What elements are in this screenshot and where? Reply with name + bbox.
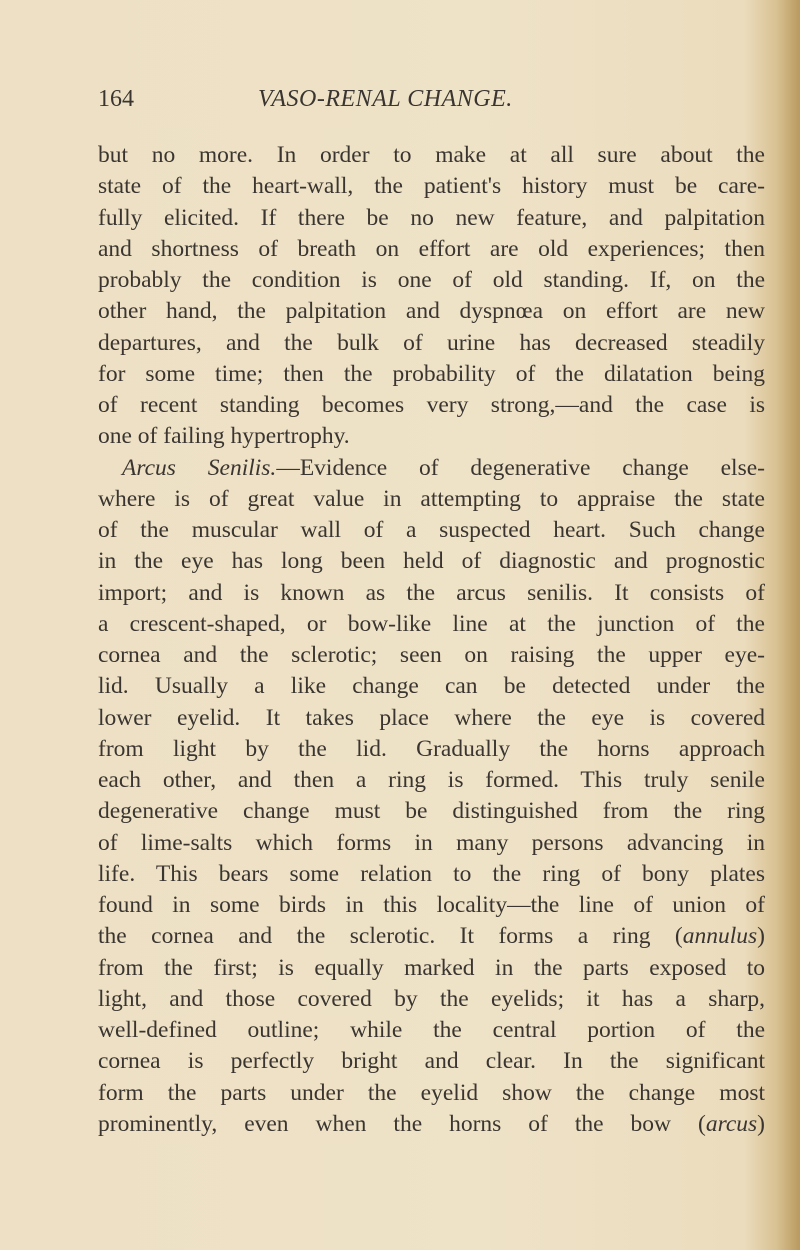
- text-segment: a crescent-shaped, or bow-like line at the junction of the: [98, 610, 765, 637]
- text-segment: of lime-salts which forms in many persons advancing in: [98, 829, 765, 856]
- text-segment: from light by the lid. Gradually the horns approach: [98, 735, 765, 762]
- text-segment: for some time; then the probability of the dilatation being: [98, 360, 765, 387]
- text-line: [98, 921, 765, 952]
- text-segment: found in some birds in this locality—the line of union of: [98, 892, 765, 918]
- text-line: [98, 609, 765, 640]
- text-line: [98, 390, 765, 421]
- text-segment: import; and is known as the arcus senilis. It consists of: [98, 579, 765, 606]
- text-segment: departures, and the bulk of urine has decreased steadily: [98, 329, 765, 356]
- text-line: [98, 296, 765, 327]
- text-segment: state of the heart-wall, the patient's history must be care-: [98, 173, 765, 200]
- text-line: [98, 1078, 765, 1109]
- text-line: [98, 890, 765, 921]
- text-line: [98, 171, 765, 202]
- text-line: [98, 265, 765, 296]
- text-line: [98, 515, 765, 546]
- text-segment: prominently, even when the horns of the bow (: [98, 1110, 706, 1137]
- text-segment: from the first; is equally marked in the parts exposed to: [98, 954, 765, 981]
- text-segment: but no more. In order to make at all sure about the: [98, 142, 765, 168]
- text-line: [98, 765, 765, 796]
- text-segment: ): [757, 1110, 765, 1137]
- text-segment: light, and those covered by the eyelids; it has a sharp,: [98, 985, 765, 1012]
- text-segment: other hand, the palpitation and dyspnœa on effort are new: [98, 298, 765, 325]
- text-line: [98, 203, 765, 234]
- text-line: [98, 578, 765, 609]
- text-segment: ): [757, 923, 765, 950]
- text-segment: lid. Usually a like change can be detected under the: [98, 673, 765, 700]
- text-line: [98, 1046, 765, 1077]
- text-segment: one of failing hypertrophy.: [98, 423, 350, 450]
- text-segment: each other, and then a ring is formed. This truly senile: [98, 767, 765, 793]
- page-number: 164: [98, 86, 134, 112]
- text-segment: —Evidence of degenerative change else-: [276, 454, 765, 481]
- text-line: [98, 140, 765, 171]
- italic-text: Arcus Senilis.: [122, 454, 277, 481]
- italic-text: annulus: [682, 923, 758, 950]
- text-line: [98, 953, 765, 984]
- text-line: [98, 671, 765, 702]
- text-segment: in the eye has long been held of diagnostic and prognostic: [98, 548, 765, 575]
- text-line: [98, 359, 765, 390]
- text-segment: form the parts under the eyelid show the change most: [98, 1079, 765, 1106]
- text-segment: the cornea and the sclerotic. It forms a ring (: [98, 923, 683, 950]
- page-header: [98, 86, 765, 116]
- text-segment: probably the condition is one of old standing. If, on the: [98, 267, 765, 293]
- text-line: [98, 546, 765, 577]
- running-title: VASO-RENAL CHANGE.: [258, 86, 513, 112]
- text-line: [98, 828, 765, 859]
- text-line: [98, 234, 765, 265]
- text-line: [98, 734, 765, 765]
- italic-text: arcus: [705, 1110, 758, 1137]
- text-line: [98, 984, 765, 1015]
- text-line: [98, 1015, 765, 1046]
- text-line: [98, 421, 765, 452]
- text-line: [98, 796, 765, 827]
- text-segment: cornea and the sclerotic; seen on raising the upper eye-: [98, 642, 765, 668]
- text-line: [98, 328, 765, 359]
- text-line: [98, 453, 765, 484]
- text-segment: of the muscular wall of a suspected heart. Such change: [98, 517, 765, 543]
- text-line: [98, 703, 765, 734]
- text-segment: where is of great value in attempting to appraise the state: [98, 485, 765, 512]
- text-segment: of recent standing becomes very strong,—and the case is: [98, 392, 765, 418]
- text-segment: life. This bears some relation to the ring of bony plates: [98, 860, 765, 887]
- text-segment: well-defined outline; while the central portion of the: [98, 1017, 765, 1043]
- text-segment: fully elicited. If there be no new feature, and palpitation: [98, 204, 765, 231]
- text-line: [98, 640, 765, 671]
- text-segment: lower eyelid. It takes place where the eye is covered: [98, 704, 765, 731]
- body-text: [98, 140, 765, 1140]
- text-segment: and shortness of breath on effort are old experiences; then: [98, 235, 765, 262]
- text-segment: cornea is perfectly bright and clear. In the significant: [98, 1048, 765, 1075]
- text-line: [98, 484, 765, 515]
- text-line: [98, 1109, 765, 1140]
- text-segment: degenerative change must be distinguished from the ring: [98, 798, 765, 825]
- text-line: [98, 859, 765, 890]
